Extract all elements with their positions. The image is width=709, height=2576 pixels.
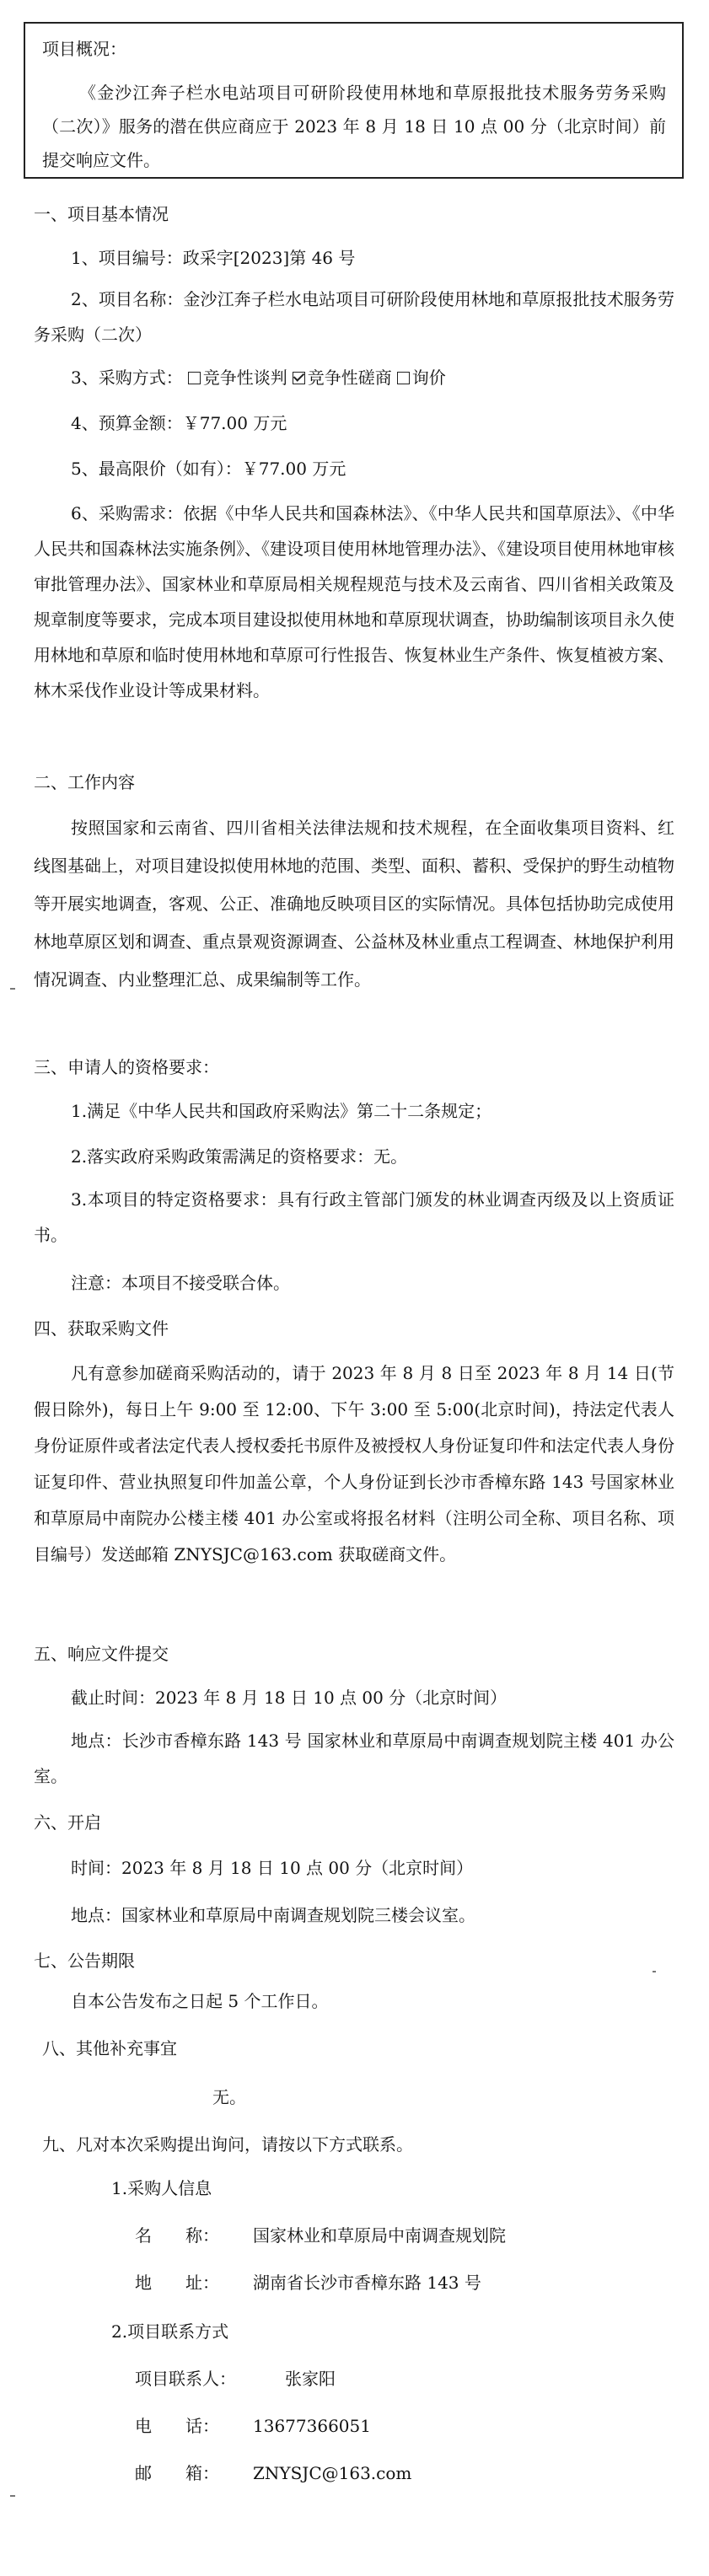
work-content: 按照国家和云南省、四川省相关法律法规和技术规程，在全面收集项目资料、红线图基础上，对项目建设拟使用林地的范围、类型、面积、蓄积、受保护的野生动植物等开展实地调查，客观、公正、准确地反映项目区的实际情况。具体包括协助完成使用林地草原区划和调查、重点景观资源调查、公益林及林业重点工程调查、林地保护利用情况调查、内业整理汇总、成果编制等工作。 xyxy=(34,818,674,990)
other-matters-text: 无。 xyxy=(212,2087,246,2107)
max-price: 5、最高限价（如有）：￥77.00 万元 xyxy=(71,459,346,479)
section-8-heading: 八、其他补充事宜 xyxy=(42,2038,177,2058)
overview-text: 《金沙江奔子栏水电站项目可研阶段使用林地和草原报批技术服务劳务采购（二次）》服务的潜在供应商应于 2023 年 8 月 18 日 10 点 00 分（北京时间）前提交响应文件。 xyxy=(42,83,666,170)
contact-email-label: 邮 箱： xyxy=(135,2463,219,2483)
section-9-heading: 九、凡对本次采购提出询问，请按以下方式联系。 xyxy=(42,2134,413,2155)
contact-phone-value: 13677366051 xyxy=(253,2416,371,2436)
section-3-heading: 三、申请人的资格要求： xyxy=(34,1057,219,1077)
project-number: 1、项目编号：政采字[2023]第 46 号 xyxy=(71,248,356,268)
purchaser-address-row xyxy=(135,2269,481,2294)
project-name: 2、项目名称：金沙江奔子栏水电站项目可研阶段使用林地和草原报批技术服务劳务采购（二次） xyxy=(34,289,674,345)
contact-person-label: 项目联系人： xyxy=(135,2369,236,2389)
section-5-heading: 五、响应文件提交 xyxy=(34,1644,169,1664)
scan-speck xyxy=(653,1971,656,1972)
opening-time: 时间：2023 年 8 月 18 日 10 点 00 分（北京时间） xyxy=(71,1858,474,1878)
procurement-requirements: 6、采购需求：依据《中华人民共和国森林法》、《中华人民共和国草原法》、《中华人民共和国森林法实施条例》、《建设项目使用林地管理办法》、《建设项目使用林地审核审批管理办法》、国家林业和草原局相关规程规范与技术及云南省、四川省相关政策及规章制度等要求，完成本项目建设拟使用林地和草原现状调查，协助编制该项目永久使用林地和草原和临时使用林地和草原可行性报告、恢复林业生产条件、恢复植被方案、林木采伐作业设计等成果材料。 xyxy=(34,503,674,700)
purchaser-info-heading: 1.采购人信息 xyxy=(111,2178,212,2198)
project-overview-box xyxy=(24,22,684,179)
qualification-2: 2.落实政府采购政策需满足的资格要求：无。 xyxy=(71,1146,408,1167)
opening-place: 地点：国家林业和草原局中南调查规划院三楼会议室。 xyxy=(71,1905,475,1925)
submission-deadline: 截止时间：2023 年 8 月 18 日 10 点 00 分（北京时间） xyxy=(71,1688,508,1708)
announcement-period: 自本公告发布之日起 5 个工作日。 xyxy=(71,1991,329,2011)
contact-person-value: 张家阳 xyxy=(285,2369,336,2389)
contact-phone-row xyxy=(135,2412,371,2437)
joint-venture-note: 注意：本项目不接受联合体。 xyxy=(71,1273,290,1293)
submission-place: 地点：长沙市香樟东路 143 号 国家林业和草原局中南调查规划院主楼 401 办公室。 xyxy=(34,1731,674,1786)
purchaser-name-value: 国家林业和草原局中南调查规划院 xyxy=(253,2225,506,2246)
purchaser-name-row xyxy=(135,2222,506,2246)
scan-speck xyxy=(10,988,15,990)
option-competitive-consultation: 竞争性磋商 xyxy=(307,368,392,388)
section-7-heading: 七、公告期限 xyxy=(34,1951,135,1971)
purchaser-address-value: 湖南省长沙市香樟东路 143 号 xyxy=(253,2273,481,2293)
qualification-1: 1.满足《中华人民共和国政府采购法》第二十二条规定； xyxy=(71,1101,492,1121)
section-2-heading: 二、工作内容 xyxy=(34,772,135,792)
checkbox-inquiry[interactable] xyxy=(397,372,410,384)
option-inquiry: 询价 xyxy=(411,368,446,388)
checkbox-competitive-consultation[interactable] xyxy=(293,372,305,384)
procurement-method xyxy=(71,364,446,389)
option-competitive-negotiation: 竞争性谈判 xyxy=(202,368,287,388)
checkbox-competitive-negotiation[interactable] xyxy=(188,372,201,384)
section-6-heading: 六、开启 xyxy=(34,1812,101,1833)
project-contact-heading: 2.项目联系方式 xyxy=(111,2321,229,2342)
section-1-heading: 一、项目基本情况 xyxy=(34,204,169,224)
overview-title: 项目概况： xyxy=(42,39,126,59)
qualification-3: 3.本项目的特定资格要求：具有行政主管部门颁发的林业调查丙级及以上资质证书。 xyxy=(34,1189,674,1245)
contact-phone-label: 电 话： xyxy=(135,2416,219,2436)
obtain-documents-text: 凡有意参加磋商采购活动的，请于 2023 年 8 月 8 日至 2023 年 8 月 14 日(节假日除外)，每日上午 9:00 至 12:00、下午 3:00 至 5:00(北京时间)，持法定代表人身份证原件或者法定代表人授权委托书原件及被授权人身份证复印件和法定代表人身份证复印件、营业执照复印件加盖公章，个人身份证到长沙市香樟东路 143 号国家林业和草原局中南院办公楼主楼 401 办公室或将报名材料（注明公司全称、项目名称、项目编号）发送邮箱 ZNYSJC@163.com 获取磋商文件。 xyxy=(34,1363,674,1564)
contact-email-row xyxy=(135,2460,411,2484)
procurement-method-label: 3、采购方式： xyxy=(71,368,183,388)
scan-speck xyxy=(10,2495,15,2497)
section-4-heading: 四、获取采购文件 xyxy=(34,1318,169,1339)
contact-person-row xyxy=(135,2365,336,2390)
budget-amount: 4、预算金额：￥77.00 万元 xyxy=(71,413,287,433)
purchaser-name-label: 名 称： xyxy=(135,2225,219,2246)
contact-email-value[interactable]: ZNYSJC@163.com xyxy=(253,2463,412,2483)
purchaser-address-label: 地 址： xyxy=(135,2273,219,2293)
